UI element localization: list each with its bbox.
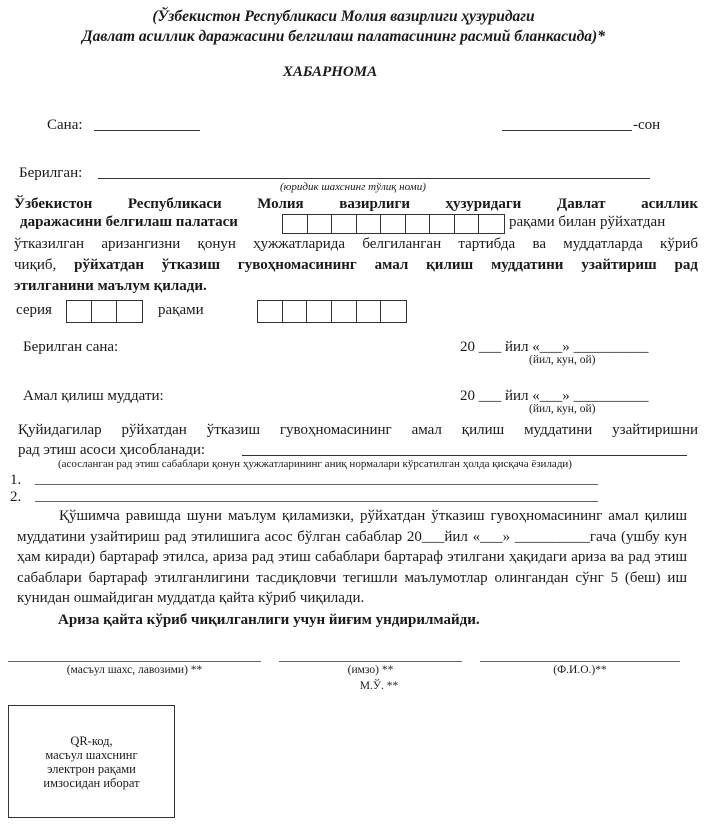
qr-line-1: QR-код, — [70, 733, 113, 748]
header-line-2: Давлат асиллик даражасини белгилаш палатасининг расмий бланкасида)* — [82, 28, 605, 45]
issued-to-label: Берилган: — [19, 165, 83, 181]
reasons-field[interactable] — [242, 455, 687, 456]
number-box[interactable] — [283, 301, 308, 322]
issued-to-hint: (юридик шахснинг тўлиқ номи) — [280, 181, 426, 193]
number-box[interactable] — [357, 301, 382, 322]
certificate-number-boxes[interactable] — [257, 300, 407, 323]
issued-to-field[interactable] — [98, 178, 650, 179]
full-name-line[interactable] — [480, 661, 680, 662]
number-box[interactable] — [381, 301, 406, 322]
main-normal-line-2: рақами билан рўйхатдан — [509, 214, 666, 230]
qr-line-2: масъул шахснинг — [45, 747, 138, 762]
reg-box[interactable] — [381, 215, 406, 233]
header-line-1: (Ўзбекистон Республикаси Молия вазирлиги ҳузуридаги — [152, 8, 535, 25]
signature-caption: (имзо) ** — [347, 664, 394, 676]
series-box[interactable] — [117, 301, 142, 322]
main-paragraph-rest: ўтказилган аризангизни қонун ҳужжатларида белгиланган тартибда ва муддатларда кўриб чиқиб, рўйхатдан ўтказиш гувоҳномасининг амал қилиш муддатини узайтириш рад этилганини маълум қилади. — [14, 236, 698, 294]
date-label: Сана: — [47, 117, 83, 133]
series-box[interactable] — [67, 301, 92, 322]
qr-line-4: имзосидан иборат — [43, 775, 140, 790]
full-name-caption: (Ф.И.О.)** — [553, 664, 607, 676]
reg-box[interactable] — [332, 215, 357, 233]
number-field[interactable] — [502, 130, 632, 131]
number-box[interactable] — [307, 301, 332, 322]
certificate-number-label: рақами — [158, 302, 204, 318]
series-boxes[interactable] — [66, 300, 143, 323]
number-suffix: -сон — [633, 117, 661, 133]
main-bold-line-2: даражасини белгилаш палатаси — [20, 214, 238, 230]
validity-label: Амал қилиш муддати: — [23, 388, 164, 404]
reasons-line-1: Қуйидагилар рўйхатдан ўтказиш гувоҳномасининг амал қилиш муддатини узайтиришни — [18, 422, 698, 438]
reg-box[interactable] — [455, 215, 480, 233]
reg-box[interactable] — [357, 215, 382, 233]
reason-item-2-number: 2. — [10, 489, 22, 505]
main-bold-line-1: Ўзбекистон Республикаси Молия вазирлиги ҳузуридаги Давлат асиллик — [14, 196, 698, 212]
main-paragraph — [14, 194, 698, 214]
validity-field[interactable]: 20 ___ йил «___» __________ — [460, 388, 649, 404]
document-title: ХАБАРНОМА — [282, 64, 378, 80]
reason-item-1-number: 1. — [10, 472, 22, 488]
reasons-line-2: рад этиш асоси ҳисобланади: — [18, 442, 206, 458]
registration-number-boxes[interactable] — [282, 214, 505, 234]
series-box[interactable] — [92, 301, 117, 322]
issued-date-label: Берилган сана: — [23, 339, 119, 355]
fee-note: Ариза қайта кўриб чиқилганлиги учун йиғим ундирилмайди. — [58, 612, 480, 628]
signature-line[interactable] — [279, 661, 462, 662]
additional-paragraph: Қўшимча равишда шуни маълум қиламизки, рўйхатдан ўтказиш гувоҳномасининг амал қилиш муддатини узайтириш рад этилишига асос бўлган сабаблар 20___йил «___» __________гача (ушбу кун ҳам киради) бартараф этилса, ариза рад этиш сабаблари бартараф этилгани ҳақидаги ариза ва рад этиш сабаблари бартараф этилганлигини тасдиқловчи тегишли маълумотлар олингандан сўнг 5 (беш) иш кунидан ошмайдиган муддатда қайта кўриб чиқилади. — [17, 508, 687, 606]
reg-box[interactable] — [406, 215, 431, 233]
reasons-hint: (асосланган рад этиш сабаблари қонун ҳужжатларининг аниқ нормалари кўрсатилган ҳолда қисқача ёзилади) — [58, 458, 572, 470]
reg-box[interactable] — [283, 215, 308, 233]
number-box[interactable] — [258, 301, 283, 322]
issued-date-hint: (йил, кун, ой) — [529, 354, 596, 366]
reason-item-2-field[interactable] — [35, 501, 598, 502]
issued-date-field[interactable]: 20 ___ йил «___» __________ — [460, 339, 649, 355]
reg-box[interactable] — [308, 215, 333, 233]
position-signature-line[interactable] — [8, 661, 261, 662]
reg-box[interactable] — [430, 215, 455, 233]
validity-hint: (йил, кун, ой) — [529, 403, 596, 415]
position-caption: (масъул шахс, лавозими) ** — [66, 664, 203, 676]
date-field[interactable] — [94, 130, 200, 131]
number-box[interactable] — [332, 301, 357, 322]
stamp-label: М.Ў. ** — [359, 680, 399, 692]
qr-line-3: электрон рақами — [47, 761, 136, 776]
reg-box[interactable] — [479, 215, 504, 233]
series-label: серия — [16, 302, 52, 318]
reason-item-1-field[interactable] — [35, 484, 598, 485]
qr-code-placeholder — [8, 705, 175, 818]
